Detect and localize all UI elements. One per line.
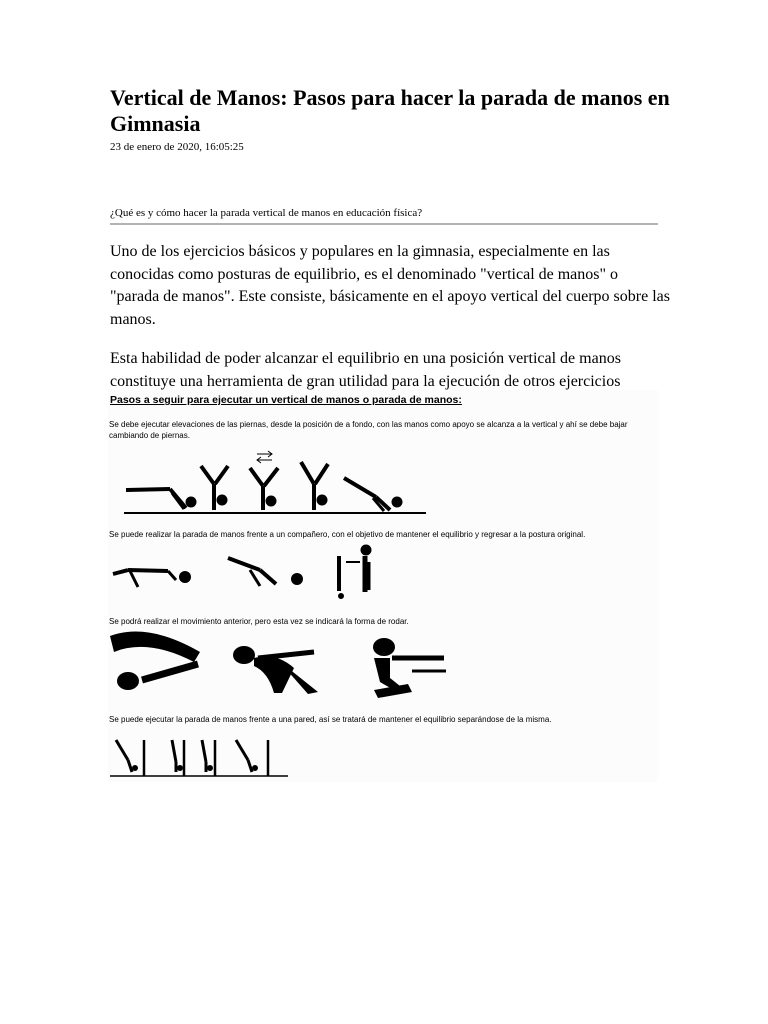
figure-roll-1 — [110, 632, 200, 690]
figure-roll-3 — [373, 638, 446, 698]
step-2-text: Se puede realizar la parada de manos frente a un compañero, con el objetivo de mantener el equilibrio y regresar a la postura original. — [109, 530, 586, 539]
figure-wall-2 — [172, 740, 184, 776]
figure-roll-2 — [233, 646, 318, 694]
figure-handstand-1 — [201, 466, 228, 510]
intro-paragraph: Uno de los ejercicios básicos y populares en la gimnasia, especialmente en las conocidas como posturas de equilibrio, es el denominado "vertical de manos" o "parada de manos". Este consiste, básicamente en el apoyo vertical del cuerpo sobre las manos. — [110, 243, 670, 328]
row-2-figures — [113, 545, 372, 600]
figure-lunge-start — [126, 489, 197, 509]
step-1-text: Se debe ejecutar elevaciones de las piernas, desde la posición de a fondo, con las manos como apoyo se alcanza a la vertical y ahí se debe bajar cambiando de piernas. — [109, 420, 628, 440]
second-paragraph: Esta habilidad de poder alcanzar el equilibrio en una posición vertical de manos constituye una herramienta de gran utilidad para la ejecución de otros ejercicios — [110, 350, 621, 390]
figure-wall-1 — [116, 740, 144, 776]
figure-partner-2 — [228, 558, 303, 586]
switch-arrows-icon — [257, 451, 272, 463]
row-4-figures — [110, 740, 288, 776]
figure-heading: Pasos a seguir para ejecutar un vertical de manos o parada de manos: — [110, 394, 462, 406]
figure-partner-1 — [113, 570, 191, 587]
article-title: Vertical de Manos: Pasos para hacer la parada de manos en Gimnasia — [110, 85, 670, 136]
handstand-steps-figure — [108, 390, 658, 782]
divider — [110, 223, 658, 225]
step-3-text: Se podrá realizar el movimiento anterior, pero esta vez se indicará la forma de rodar. — [109, 617, 409, 626]
figure-lunge-end — [344, 478, 403, 511]
figure-handstand-2 — [250, 468, 278, 510]
figure-wall-3 — [202, 740, 215, 776]
figure-partner-3 — [338, 545, 372, 600]
gymnastics-illustrations — [108, 390, 658, 782]
article-date: 23 de enero de 2020, 16:05:25 — [110, 141, 244, 153]
step-4-text: Se puede ejecutar la parada de manos frente a una pared, así se tratará de mantener el equilibrio separándose de la misma. — [109, 715, 552, 724]
article-subtitle: ¿Qué es y cómo hacer la parada vertical de manos en educación física? — [110, 207, 423, 219]
figure-wall-4 — [236, 740, 268, 776]
figure-handstand-3 — [301, 462, 328, 510]
row-3-figures — [110, 632, 446, 698]
row-1-figures — [124, 451, 426, 513]
